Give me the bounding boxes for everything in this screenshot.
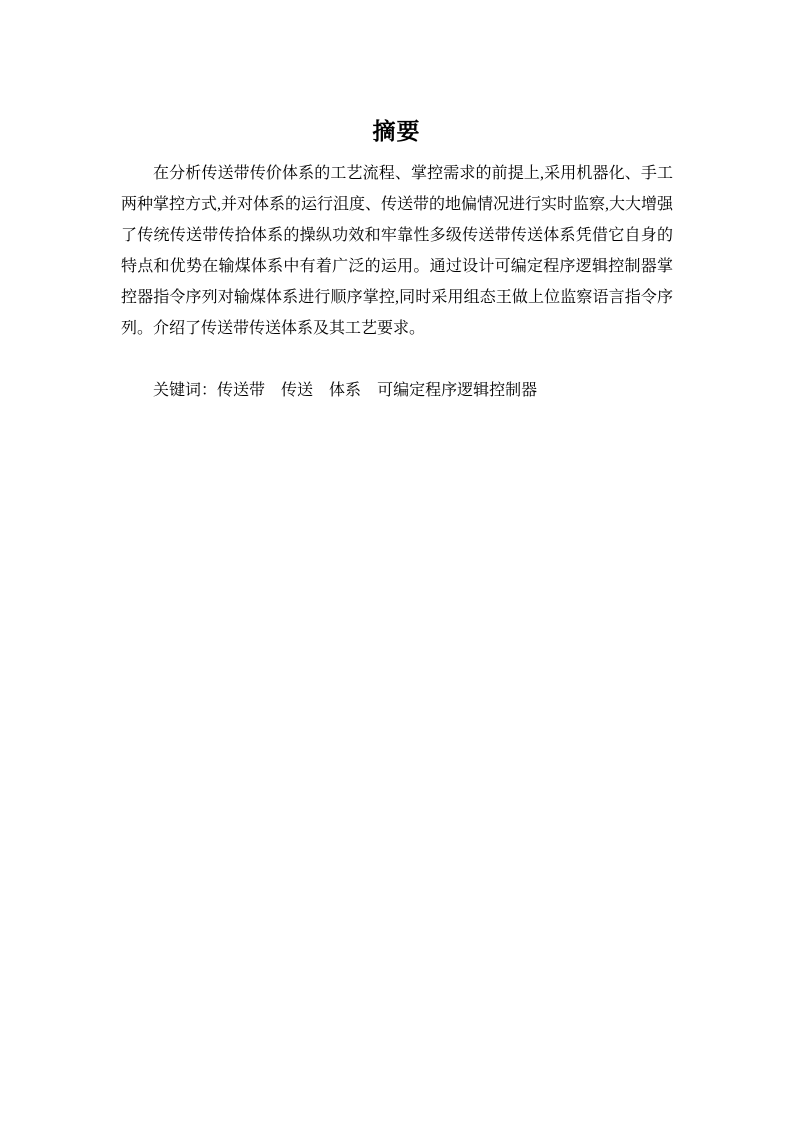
keyword: 可编定程序逻辑控制器	[377, 382, 538, 399]
abstract-title: 摘要	[372, 119, 421, 144]
keyword: 传送带	[217, 382, 266, 399]
abstract-paragraph: 在分析传送带传价体系的工艺流程、掌控需求的前提上,采用机器化、手工两种掌控方式,并对体系的运行沮度、传送带的地偏情况进行实时监察,大大增强了传统传送带传拾体系的操纵功效和牢靠性多级传送带传送体系凭借它自身的特点和优势在输煤体系中有着广泛的运用。通过设计可编定程序逻辑控制器掌控器指令序列对输煤体系进行顺序掌控,同时采用组态王做上位监察语言指令序列。介绍了传送带传送体系及其工艺要求。	[121, 165, 674, 337]
keywords-label: 关键词：	[153, 382, 218, 399]
keyword: 传送	[281, 382, 314, 399]
keywords-line	[121, 375, 673, 406]
keyword: 体系	[329, 382, 362, 399]
